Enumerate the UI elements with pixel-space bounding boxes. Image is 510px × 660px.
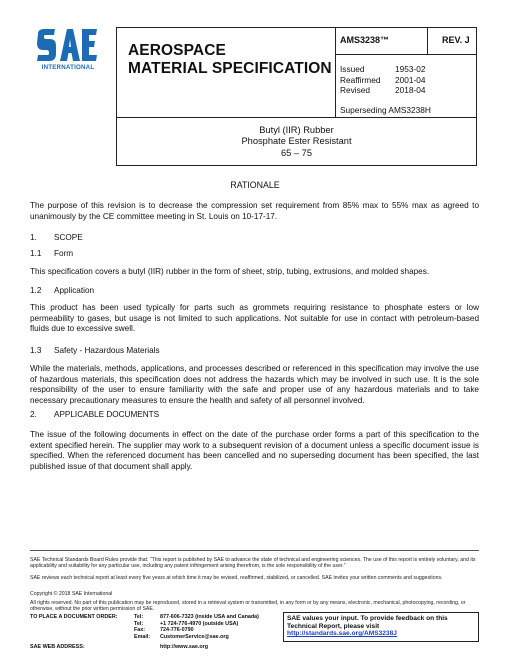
date-row: [340, 64, 475, 75]
title-line-1: AEROSPACE: [128, 42, 226, 59]
section-heading: [30, 286, 94, 295]
subject-line-2: Phosphate Ester Resistant: [241, 136, 352, 147]
subject-line-1: Butyl (IIR) Rubber: [259, 125, 334, 135]
contact-key: Tel:: [134, 614, 144, 620]
web-address: http://www.sae.org: [160, 644, 209, 650]
review-notice: SAE reviews each technical report at least every five years at which time it may be revised, reaffirmed, stabilized, or cancelled. SAE invites your written comments and suggestions.: [30, 575, 443, 581]
rights-notice: All rights reserved. No part of this publication may be reproduced, stored in a retrieval system or transmitted, in any form or by any means, electronic, mechanical, photocopying, recording, or otherwise, without the prior written permission of SAE.: [30, 600, 466, 613]
contact-email: CustomerService@sae.org: [160, 633, 229, 640]
section-text: While the materials, methods, applications, and processes described or referenced in this specification may involve the use of hazardous materials, this specification does not address the hazards which may be involved in such use. It is the sole responsibility of the user to ensure familiarity with the safe and proper use of any hazardous materials and to take necessary precautionary measures to ensure the health and safety of all personnel involved.: [30, 364, 479, 405]
board-rules-notice: SAE Technical Standards Board Rules provide that: “This report is published by SAE to advance the state of technical and engineering sciences. The use of this report is entirely voluntary, and its applicability and suitability for any particular use, including any patent infringement arising therefrom, is the sole responsibility of the user.”: [30, 557, 476, 570]
document-subject: [116, 118, 477, 166]
section-heading: [30, 249, 73, 258]
copyright: Copyright © 2018 SAE International: [30, 591, 113, 597]
date-label: Issued: [340, 64, 365, 74]
section-title: Application: [54, 286, 95, 295]
sae-logo-mark: [36, 28, 98, 62]
feedback-link[interactable]: http://standards.sae.org/AMS3238J: [287, 630, 397, 638]
date-label: Revised: [340, 85, 370, 95]
section-heading: [30, 346, 160, 355]
section-number: 1.: [30, 233, 37, 242]
section-number: 2.: [30, 410, 37, 419]
title-line-2: MATERIAL SPECIFICATION: [128, 60, 332, 77]
subject-line-3: 65 – 75: [280, 147, 313, 158]
section-title: SCOPE: [54, 233, 83, 242]
section-number: 1.1: [30, 249, 42, 258]
document-number: AMS3238™: [336, 28, 428, 55]
date-value: 2001-04: [395, 74, 426, 85]
section-heading: [30, 410, 159, 419]
contact-key: Fax:: [134, 627, 146, 633]
section-title: APPLICABLE DOCUMENTS: [54, 410, 160, 419]
feedback-box: [283, 612, 479, 642]
web-label: SAE WEB ADDRESS:: [30, 644, 85, 650]
footer-divider: [30, 550, 479, 551]
logo-subtitle: INTERNATIONAL: [41, 64, 95, 71]
section-text: This specification covers a butyl (IIR) rubber in the form of sheet, strip, tubing, extrusions, and molded shapes.: [30, 267, 430, 276]
sae-logo: [30, 28, 106, 76]
section-title: Safety - Hazardous Materials: [54, 346, 160, 355]
section-text: The issue of the following documents in effect on the date of the purchase order forms a part of this specification to the extent specified herein. The supplier may work to a subsequent revision of a document unless a specific document issue is specified. When the referenced document has been cancelled and no superseding document has been specified, the last published issue of that document shall apply.: [30, 430, 479, 471]
contact-phone: 877-606-7323 (inside USA and Canada): [160, 614, 259, 620]
date-label: Reaffirmed: [340, 74, 381, 85]
rationale-heading: RATIONALE: [230, 180, 280, 190]
section-title: Form: [54, 249, 74, 258]
superseding-note: Superseding AMS3238H: [340, 104, 431, 115]
section-number: 1.3: [30, 346, 42, 355]
contact-key: Email:: [134, 633, 151, 640]
revision-label: REV. J: [428, 28, 476, 55]
section-heading: [30, 233, 83, 242]
document-header: [116, 27, 477, 118]
section-text: This product has been used typically for parts such as grommets requiring resistance to phosphate esters or low permeability to gases, but usage is not limited to such applications. Not suitable for use in contact with petroleum-based fluids due to excessive swell.: [30, 303, 479, 334]
date-value: 2018-04: [395, 85, 426, 95]
rationale-text: The purpose of this revision is to decrease the compression set requirement from 85% max to 55% max as agreed to unanimously by the CE committee meeting in St. Louis on 10-17-17.: [30, 201, 479, 221]
feedback-text-1: SAE values your input. To provide feedback on this: [287, 615, 448, 622]
order-label: TO PLACE A DOCUMENT ORDER:: [30, 614, 118, 620]
document-type: [117, 28, 336, 117]
date-row: [340, 75, 475, 86]
section-number: 1.2: [30, 286, 42, 295]
date-value: 1953-02: [395, 64, 426, 74]
date-row: [340, 85, 475, 96]
contact-fax: 724-776-0790: [160, 627, 194, 633]
contact-phone: +1 724-776-4970 (outside USA): [160, 620, 239, 627]
feedback-text-2: Technical Report, please visit: [287, 622, 380, 630]
contact-key: Tel:: [134, 620, 144, 627]
date-history: [340, 64, 475, 115]
